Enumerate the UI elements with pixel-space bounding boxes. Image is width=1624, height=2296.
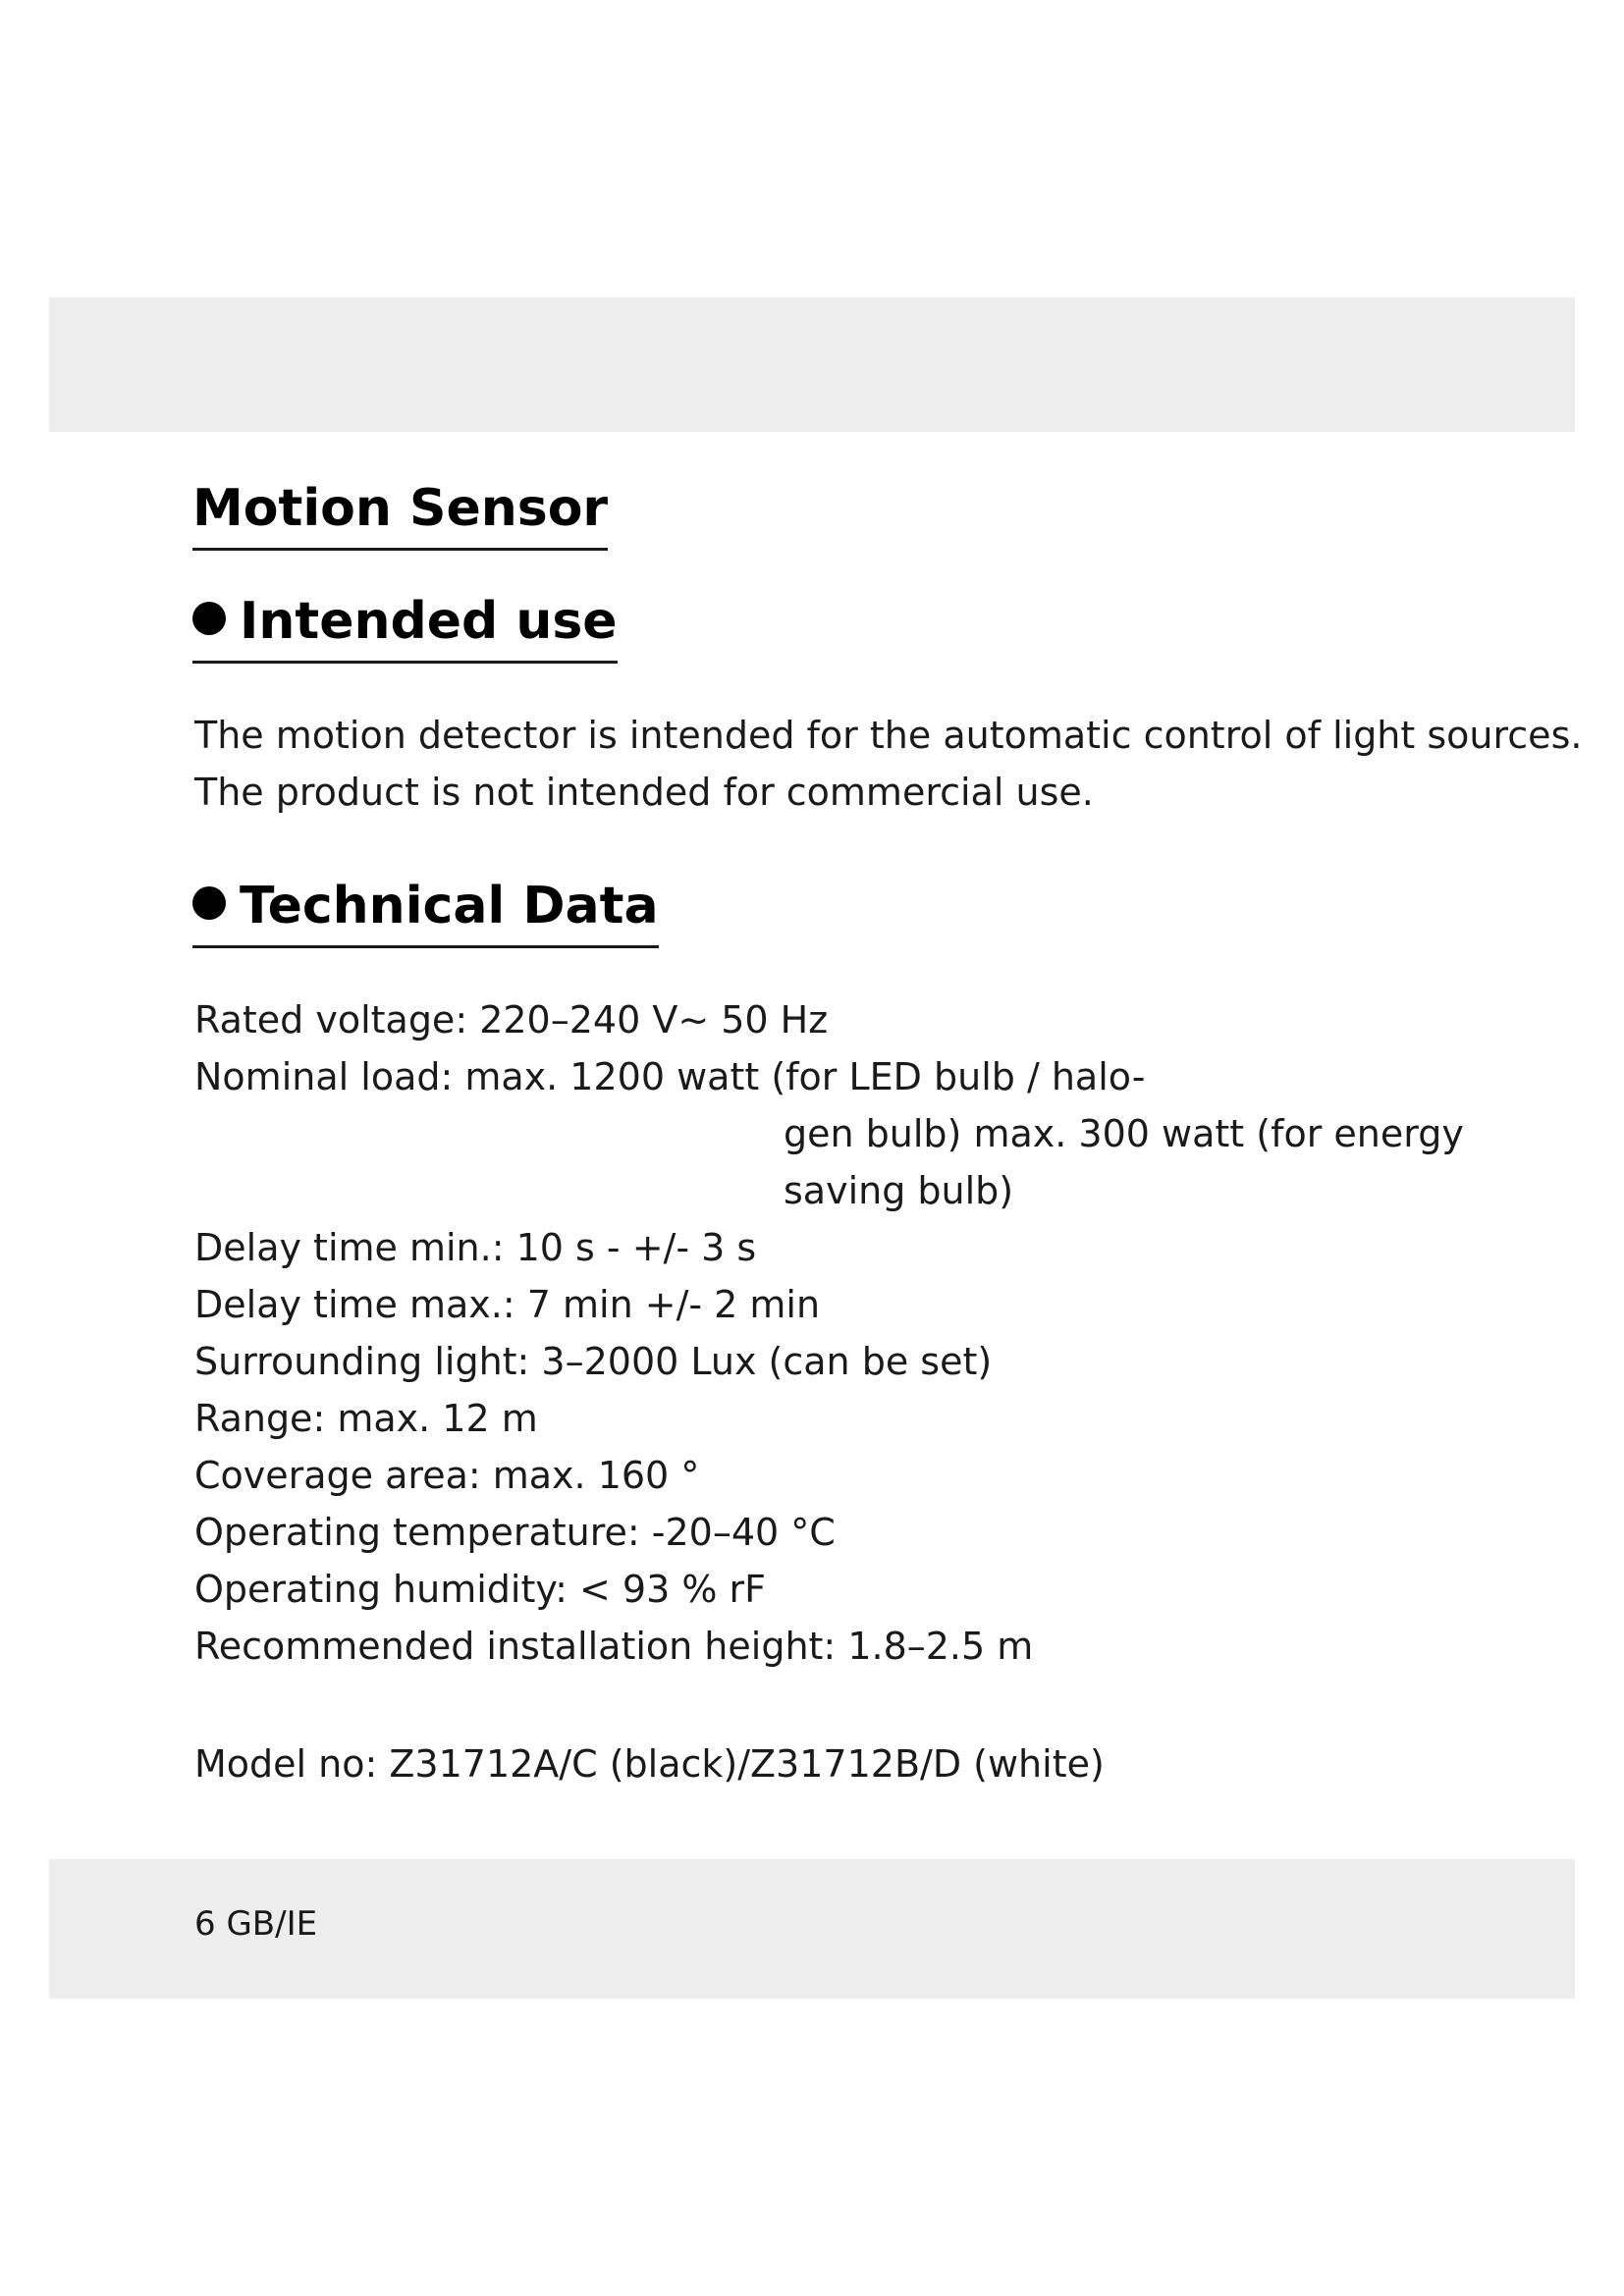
bullet-icon [192, 886, 226, 920]
spec-surrounding-light: Surrounding light: 3–2000 Lux (can be set) [194, 1340, 993, 1383]
technical-data-list [194, 991, 1464, 1675]
spec-operating-temperature: Operating temperature: -20–40 °C [194, 1511, 836, 1554]
spec-delay-min: Delay time min.: 10 s - +/- 3 s [194, 1226, 757, 1269]
spec-nominal-load: Nominal load: max. 1200 watt (for LED bulb / halo- [194, 1055, 1146, 1098]
spec-installation-height: Recommended installation height: 1.8–2.5 m [194, 1625, 1034, 1668]
bullet-icon [192, 602, 226, 635]
model-number: Model no: Z31712A/C (black)/Z31712B/D (white) [194, 1742, 1105, 1786]
section-heading-intended-use [192, 592, 618, 664]
spec-rated-voltage: Rated voltage: 220–240 V~ 50 Hz [194, 998, 829, 1041]
page-footer: 6 GB/IE [194, 1904, 318, 1944]
spec-coverage-area: Coverage area: max. 160 ° [194, 1454, 700, 1497]
section-heading-label: Technical Data [240, 877, 659, 935]
spec-range: Range: max. 12 m [194, 1397, 538, 1440]
intended-use-text [194, 707, 1582, 821]
spec-nominal-load-cont: gen bulb) max. 300 watt (for energy [784, 1112, 1464, 1155]
section-heading-label: Intended use [240, 592, 618, 651]
spec-delay-max: Delay time max.: 7 min +/- 2 min [194, 1283, 821, 1326]
header-band [49, 297, 1575, 432]
spec-nominal-load-cont: saving bulb) [784, 1169, 1014, 1212]
section-heading-technical-data [192, 877, 659, 948]
text-line: The product is not intended for commercial use. [194, 771, 1094, 814]
page-title: Motion Sensor [192, 479, 608, 551]
spec-operating-humidity: Operating humidity: < 93 % rF [194, 1568, 767, 1611]
text-line: The motion detector is intended for the automatic control of light sources. [194, 714, 1583, 757]
